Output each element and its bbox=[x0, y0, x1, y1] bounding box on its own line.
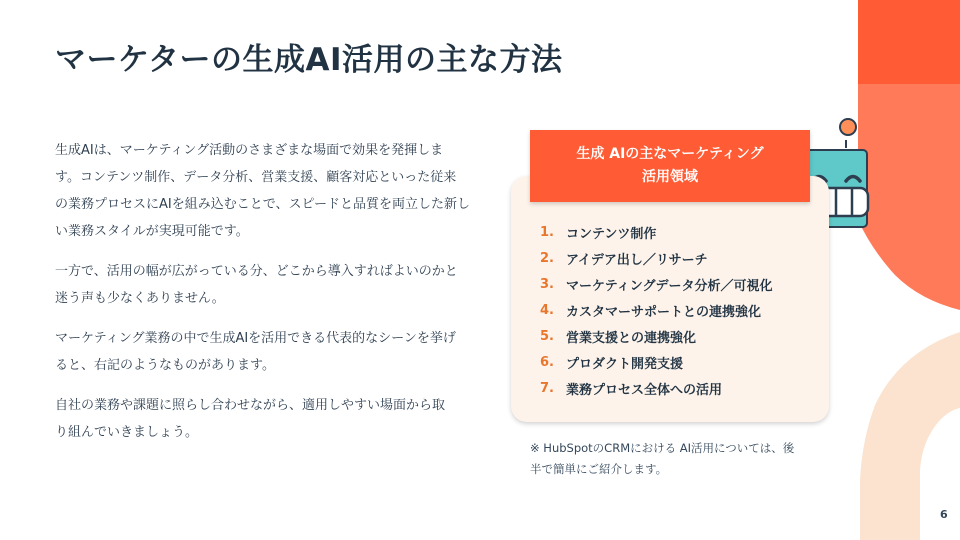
card-header-line: 活用領域 bbox=[642, 169, 698, 185]
footnote-line: ※ HubSpotのCRMにおける AI活用については、後 bbox=[530, 441, 795, 455]
body-paragraph bbox=[55, 392, 493, 446]
list-item-label: アイデア出し／リサーチ bbox=[566, 252, 708, 268]
body-line: 自社の業務や課題に照らし合わせながら、適用しやすい場面から取 bbox=[55, 398, 446, 413]
body-line: 生成AIは、マーケティング活動のさまざまな場面で効果を発揮しま bbox=[55, 143, 444, 158]
list-item-number: 6. bbox=[540, 354, 554, 370]
use-case-card-header bbox=[530, 130, 810, 202]
list-item bbox=[540, 349, 772, 375]
body-paragraph bbox=[55, 258, 493, 312]
body-text bbox=[55, 137, 493, 459]
body-line: ると、右記のようなものがあります。 bbox=[55, 358, 275, 373]
list-item-number: 4. bbox=[540, 302, 554, 318]
body-line: マーケティング業務の中で生成AIを活用できる代表的なシーンを挙げ bbox=[55, 331, 456, 346]
list-item-number: 7. bbox=[540, 380, 554, 396]
footnote-line: 半で簡単にご紹介します。 bbox=[530, 462, 668, 476]
card-header-line: 生成 AIの主なマーケティング bbox=[576, 146, 764, 162]
list-item bbox=[540, 297, 772, 323]
body-line: 一方で、活用の幅が広がっている分、どこから導入すればよいのかと bbox=[55, 264, 458, 279]
body-line: 迷う声も少なくありません。 bbox=[55, 291, 225, 306]
list-item-number: 1. bbox=[540, 224, 554, 240]
list-item-label: カスタマーサポートとの連携強化 bbox=[566, 304, 762, 320]
body-line: い業務スタイルが実現可能です。 bbox=[55, 224, 249, 239]
list-item-label: プロダクト開発支援 bbox=[566, 356, 684, 372]
list-item-label: 営業支援との連携強化 bbox=[566, 330, 697, 346]
list-item-label: マーケティングデータ分析／可視化 bbox=[566, 278, 773, 294]
orange-arch bbox=[858, 84, 960, 310]
body-line: す。コンテンツ制作、データ分析、営業支援、顧客対応といった従来 bbox=[55, 170, 457, 185]
body-paragraph bbox=[55, 137, 493, 245]
list-item bbox=[540, 245, 772, 271]
list-item-number: 3. bbox=[540, 276, 554, 292]
list-item-number: 2. bbox=[540, 250, 554, 266]
page-number: 6 bbox=[940, 508, 948, 521]
list-item-label: 業務プロセス全体への活用 bbox=[566, 382, 723, 398]
page-title: マーケターの生成AI活用の主な方法 bbox=[55, 42, 563, 78]
body-paragraph bbox=[55, 325, 493, 379]
list-item bbox=[540, 271, 772, 297]
footnote bbox=[530, 438, 825, 480]
list-item bbox=[540, 323, 772, 349]
body-line: り組んでいきましょう。 bbox=[55, 425, 199, 440]
use-case-list bbox=[540, 219, 772, 401]
body-line: の業務プロセスにAIを組み込むことで、スピードと品質を両立した新し bbox=[55, 197, 470, 212]
list-item-number: 5. bbox=[540, 328, 554, 344]
list-item-label: コンテンツ制作 bbox=[566, 226, 657, 242]
orange-band-top bbox=[858, 0, 960, 84]
list-item bbox=[540, 375, 772, 401]
list-item bbox=[540, 219, 772, 245]
